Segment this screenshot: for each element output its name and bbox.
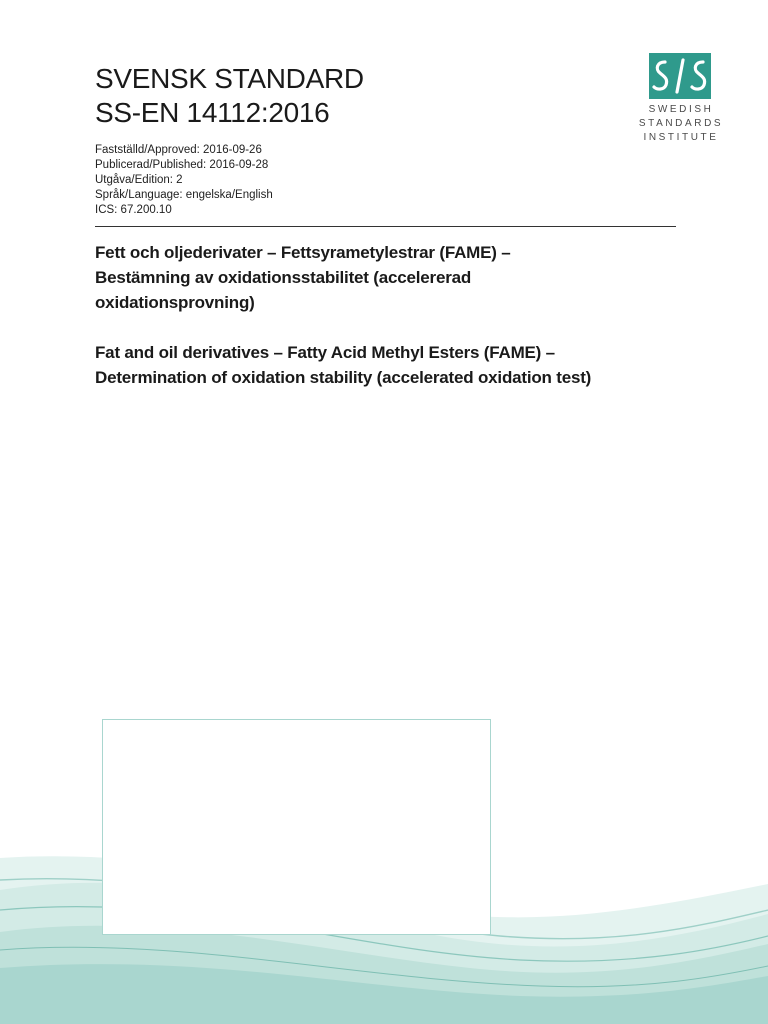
logo-text-line: STANDARDS (638, 118, 724, 129)
title-swedish-line: Fett och oljederivater – Fettsyrametylestrar (FAME) – (95, 243, 511, 262)
divider (95, 226, 676, 227)
document-metadata (95, 143, 273, 218)
blank-label-box (102, 719, 491, 935)
approved-date: Fastställd/Approved: 2016-09-26 (95, 144, 262, 156)
sis-logo-mark (649, 53, 711, 99)
logo-text-line: SWEDISH (648, 104, 714, 115)
title-english (95, 340, 695, 390)
sis-logo (636, 53, 726, 148)
sis-logo-text (636, 103, 726, 145)
ics-code: ICS: 67.200.10 (95, 204, 172, 216)
language: Språk/Language: engelska/English (95, 189, 273, 201)
standard-heading (95, 62, 364, 130)
title-swedish-line: oxidationsprovning) (95, 293, 255, 312)
title-swedish-line: Bestämning av oxidationsstabilitet (accelererad (95, 268, 472, 287)
standard-number: SS-EN 14112:2016 (95, 97, 330, 128)
title-english-line: Fat and oil derivatives – Fatty Acid Methyl Esters (FAME) – (95, 343, 555, 362)
published-date: Publicerad/Published: 2016-09-28 (95, 159, 269, 171)
standard-type: SVENSK STANDARD (95, 63, 364, 94)
title-swedish (95, 240, 695, 315)
title-english-line: Determination of oxidation stability (accelerated oxidation test) (95, 368, 592, 387)
edition: Utgåva/Edition: 2 (95, 174, 183, 186)
logo-text-line: INSTITUTE (643, 132, 719, 143)
